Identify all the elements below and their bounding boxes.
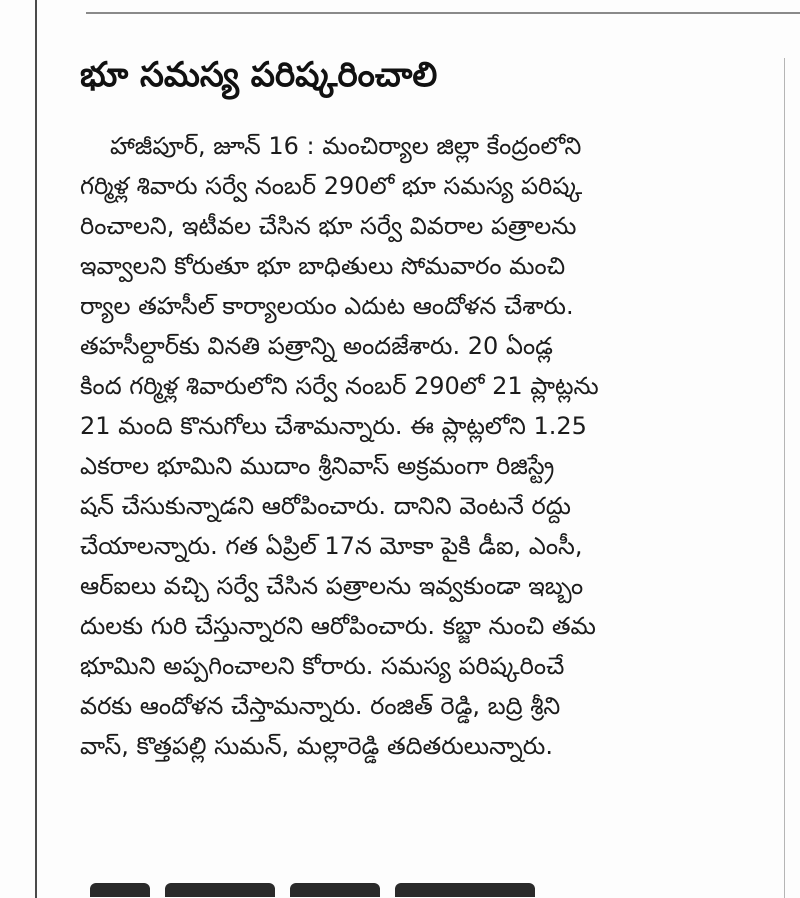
cropped-next-headline xyxy=(90,878,610,898)
article-headline: భూ సమస్య పరిష్కరించాలి xyxy=(80,55,438,95)
article-line: షన్ చేసుకున్నాడని ఆరోపించారు. దానిని వెంటనే రద్దు xyxy=(80,492,571,520)
article-line: రించాలని, ఇటీవల చేసిన భూ సర్వే వివరాల పత్రాలను xyxy=(80,212,577,240)
article-line: దులకు గురి చేస్తున్నారని ఆరోపించారు. కబ్జా నుంచి తమ xyxy=(80,612,596,640)
article-line: 21 మంది కొనుగోలు చేశామన్నారు. ఈ ప్లాట్లలోని 1.25 xyxy=(80,412,587,440)
article-line: కింద గర్మిళ్ల శివారులోని సర్వే నంబర్ 290లో 21 ప్లాట్లను xyxy=(80,372,599,400)
article-line: హాజీపూర్, జూన్ 16 : మంచిర్యాల జిల్లా కేంద్రంలోని xyxy=(110,132,582,160)
article-line: ఇవ్వాలని కోరుతూ భూ బాధితులు సోమవారం మంచి xyxy=(80,252,566,280)
left-column-rule xyxy=(35,0,37,898)
article-body xyxy=(80,126,760,766)
article-line: ఎకరాల భూమిని ముదాం శ్రీనివాస్ అక్రమంగా రిజిస్ట్రే xyxy=(80,452,555,480)
cropped-glyph xyxy=(90,883,150,897)
article-line: తహసీల్దార్‌కు వినతి పత్రాన్ని అందజేశారు. 20 ఏండ్ల xyxy=(80,332,553,360)
article-line: భూమిని అప్పగించాలని కోరారు. సమస్య పరిష్కరించే xyxy=(80,652,565,680)
article-line: గర్మిళ్ల శివారు సర్వే నంబర్ 290లో భూ సమస్య పరిష్క xyxy=(80,172,583,200)
top-rule xyxy=(86,12,800,14)
article-line: వరకు ఆందోళన చేస్తామన్నారు. రంజిత్ రెడ్డి, బద్రి శ్రీని xyxy=(80,692,561,720)
cropped-glyph xyxy=(395,883,535,897)
article-line: వాస్, కొత్తపల్లి సుమన్, మల్లారెడ్డి తదితరులున్నారు. xyxy=(80,732,553,760)
article-line: చేయాలన్నారు. గత ఏప్రిల్ 17న మోకా పైకి డీఐ, ఎంసీ, xyxy=(80,532,583,560)
cropped-glyph xyxy=(165,883,275,897)
article-line: ర్యాల తహసీల్ కార్యాలయం ఎదుట ఆందోళన చేశారు. xyxy=(80,292,574,320)
cropped-glyph xyxy=(290,883,380,897)
right-column-rule xyxy=(784,58,785,898)
article-line: ఆర్ఐలు వచ్చి సర్వే చేసిన పత్రాలను ఇవ్వకుండా ఇబ్బం xyxy=(80,572,584,600)
